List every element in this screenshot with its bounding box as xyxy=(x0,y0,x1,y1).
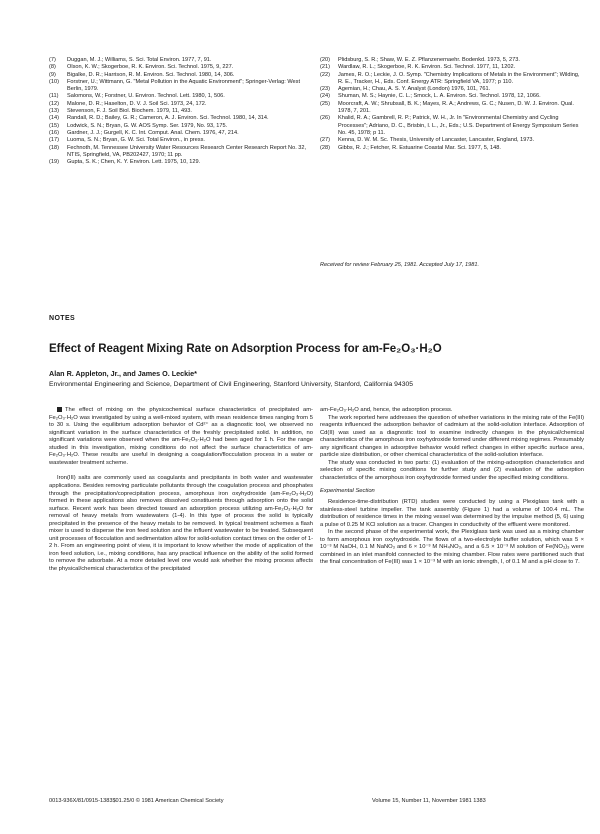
reference-entry xyxy=(320,101,582,116)
paragraph: The study was conducted in two parts: (1) evaluation of the mixing-adsorption characteristics and selection of specific mixing conditions for further study and (2) evaluation of the adsorption characteristics of the amorphous iron oxyhydroxide formed under the specified mixing conditions. xyxy=(320,459,584,481)
reference-entry xyxy=(49,93,311,100)
reference-number: (25) xyxy=(320,100,330,107)
reference-number: (19) xyxy=(49,159,59,166)
reference-number: (24) xyxy=(320,93,330,100)
reference-number: (16) xyxy=(49,129,59,136)
footer-copyright: 0013-936X/81/0915-1383$01.25/0 © 1981 American Chemical Society xyxy=(49,798,224,804)
reference-number: (11) xyxy=(49,93,59,100)
reference-number: (18) xyxy=(49,144,59,151)
reference-text: Stevenson, F. J. Soil Biol. Biochem. 1979, 11, 493. xyxy=(67,108,192,115)
received-note: Received for review February 25, 1981. Accepted July 17, 1981. xyxy=(320,262,479,268)
reference-text: Fechnoth, M. Tennessee University Water Resources Research Center Research Report No. 32, NTIS, Springfield, VA, PB202427, 1970; 11 pp. xyxy=(67,144,307,158)
reference-number: (28) xyxy=(320,144,330,151)
reference-text: Duggan, M. J.; Williams, S. Sci. Total Environ. 1977, 7, 91. xyxy=(67,57,212,63)
reference-entry xyxy=(49,115,311,122)
reference-entry xyxy=(49,101,311,108)
reference-number: (13) xyxy=(49,108,59,115)
reference-number: (9) xyxy=(49,71,56,78)
reference-text: Gardner, J. J.; Gurgell, K. C. Int. Comput. Anal. Chem. 1976, 47, 214. xyxy=(67,129,239,136)
section-label-notes: NOTES xyxy=(49,315,76,322)
paragraph: The work reported here addresses the question of whether variations in the mixing rate of the Fe(III) reagents influenced the adsorption behavior of cadmium at the solid-solution interface. Adsorption of Cd(II) was used as a diagnostic tool to examine indirectly changes in the physical/chemical characteristics of the amorphous iron oxyhydroxide formed under different mixing regimes. Presumably any significant changes in adsorptive behavior would reflect changes in either specific surface area, particle size distribution, or other chemical characteristics of the solid-solution interface. xyxy=(320,414,584,459)
reference-number: (15) xyxy=(49,122,59,129)
body-left-column xyxy=(49,407,313,574)
author-affiliation: Environmental Engineering and Science, Department of Civil Engineering, Stanford University, Stanford, California 94305 xyxy=(49,381,414,388)
reference-text: Luoma, S. N.; Bryan, G. W. Sci. Total Environ., in press. xyxy=(67,137,205,144)
reference-number: (17) xyxy=(49,137,59,144)
paragraph: am-Fe₂O₃·H₂O and, hence, the adsorption process. xyxy=(320,407,453,413)
reference-text: Gibbs, R. J.; Fetcher, R. Estuarine Coastal Mar. Sci. 1977, 5, 148. xyxy=(338,144,501,151)
reference-text: Randall, R. D.; Bailey, G. R.; Cameron, A. J. Environ. Sci. Technol. 1980, 14, 314. xyxy=(67,115,269,122)
reference-text: Wardlaw, R. L.; Skogerboe, R. K. Environ. Sci. Technol. 1977, 11, 1202. xyxy=(338,64,516,71)
abstract xyxy=(49,407,313,467)
reference-number: (14) xyxy=(49,115,59,122)
reference-text: Malone, D. R.; Haselton, D. V. J. Soil Sci. 1973, 24, 172. xyxy=(67,100,207,107)
paragraph: In the second phase of the experimental work, the Plexiglass tank was used as a mixing chamber to form amorphous iron oxyhydroxide. The flows of a two-electrolyte buffer solution, which was 5 × 10⁻³ M NaOH, 0.1 M NaNO₃ and 6 × 10⁻³ M NH₄NO₃, and a 6.5 × 10⁻³ M solution of Fe(NO₃)₃ were combined in an inlet manifold connected to the mixing chamber. Flow rates were partitioned such that the final concentration of Fe(III) was 1 × 10⁻³ M with an ionic strength, I, of 0.1 M and a pH close to 7. xyxy=(320,529,584,566)
reference-text: Forstner, U.; Wittmann, G. "Metal Pollution in the Aquatic Environment"; Springer-Verlag: West Berlin, 1979. xyxy=(67,78,300,93)
reference-entry xyxy=(320,86,582,93)
reference-entry xyxy=(49,145,311,160)
article-authors: Alan R. Appleton, Jr., and James O. Leckie* xyxy=(49,369,197,378)
references-left-column xyxy=(49,57,311,166)
reference-number: (8) xyxy=(49,64,56,71)
body-right-column xyxy=(320,407,584,567)
reference-entry xyxy=(49,108,311,115)
reference-entry xyxy=(49,159,311,166)
reference-text: Olson, K. W.; Skogerboe, R. K. Environ. Sci. Technol. 1975, 9, 227. xyxy=(67,64,234,71)
reference-text: Shuman, M. S.; Haynie, C. L.; Smock, L. A. Environ. Sci. Technol. 1978, 12, 1066. xyxy=(338,93,541,100)
reference-entry xyxy=(49,79,311,94)
reference-number: (10) xyxy=(49,78,59,85)
reference-entry xyxy=(49,64,311,71)
reference-text: Kenna, D. W. M. Sc. Thesis, University of Lancaster, Lancaster, England, 1973. xyxy=(338,137,535,144)
reference-text: James, R. O.; Leckie, J. O. Symp. "Chemistry Implications of Metals in the Environment"; Wilding, R. E., Tracker, H., Eds. Conf. Energy ATR: Springfield VA, 1977; p 110. xyxy=(338,71,580,85)
reference-entry xyxy=(320,64,582,71)
abstract-marker-icon xyxy=(57,407,62,412)
section-heading: Experimental Section xyxy=(320,488,375,495)
reference-entry xyxy=(320,57,582,64)
reference-text: Salomons, W.; Forstner, U. Environ. Technol. Lett. 1980, 1, 506. xyxy=(67,93,225,100)
reference-text: Agemian, H.; Chau, A. S. Y. Analyst (London) 1976, 101, 761. xyxy=(338,86,491,93)
paragraph: Iron(III) salts are commonly used as coagulants and precipitants in both water and wastewater applications. Besides removing particulate pollutants through the coagulation process and phosphates through the precipitation/coprecipitation process, amorphous iron oxyhydroxide (am-Fe₂O₃·H₂O) formed in these applications also removes dissolved constituents through adsorption onto the solid surface. Recent work has been directed toward an adsorption process utilizing am-Fe₂O₃·H₂O for removal of heavy metals from wastewaters (1-4). In this type of process the solid is typically precipitated in the presence of the heavy metals to be removed. In typical treatment schemes a flash mixer is used to disperse the iron feed solution and the influent wastewater to be treated. Subsequent unit processes of flocculation and sedimentation allow for solid-solution contact times on the order of 1-2 h. From an engineering point of view, it is important to know whether the mode of application of the iron feed solution, i.e., mixing conditions, has any practical influence on the ability of the solid formed to remove the adsorbate. At a more detailed level one would ask whether the mixing process affects the physical/chemical characteristics of the precipitated xyxy=(49,475,313,572)
reference-entry xyxy=(49,57,311,64)
reference-text: Bigalke, D. R.; Harrison, R. M. Environ. Sci. Technol. 1980, 14, 306. xyxy=(67,71,235,78)
reference-number: (26) xyxy=(320,115,330,122)
reference-entry xyxy=(320,145,582,152)
reference-number: (27) xyxy=(320,137,330,144)
reference-text: Lodwick, S. N.; Bryan, G. W. AOS Symp. Ser. 1979, No. 93, 175. xyxy=(67,122,228,129)
reference-entry xyxy=(320,93,582,100)
reference-number: (7) xyxy=(49,57,56,63)
reference-entry xyxy=(49,130,311,137)
reference-entry xyxy=(320,115,582,137)
references-right-column xyxy=(320,57,582,152)
reference-text: Gupta, S. K.; Chen, K. Y. Environ. Lett. 1975, 10, 129. xyxy=(67,159,201,166)
reference-number: (21) xyxy=(320,64,330,71)
article-title: Effect of Reagent Mixing Rate on Adsorption Process for am-Fe₂O₃·H₂O xyxy=(49,343,442,355)
paragraph: Residence-time-distribution (RTD) studies were conducted by using a Plexiglass tank with a stainless-steel turbine impeller. The tank assembly (Figure 1) had a volume of 100.4 mL. The distribution of residence times in the mixing vessel was determined by the impulse method (5, 6) using a pulse of 0.25 M KCl solution as a tracer. Changes in conductivity of the effluent were monitored. xyxy=(320,499,584,528)
reference-number: (12) xyxy=(49,100,59,107)
reference-number: (23) xyxy=(320,86,330,93)
reference-number: (20) xyxy=(320,57,330,63)
footer-issue: Volume 15, Number 11, November 1981 1383 xyxy=(372,798,486,804)
reference-text: Moorcraft, A. W.; Shrubsall, B. K.; Mayes, R. A.; Andrews, G. C.; Nusen, D. W. J. Environ. Qual. 1978, 7, 201. xyxy=(338,100,574,115)
reference-text: Plidsburg, S. R.; Shaw, W. E. Z. Pflanzenernaehr. Bodenkd. 1973, 5, 273. xyxy=(338,57,520,63)
reference-number: (22) xyxy=(320,71,330,78)
reference-entry xyxy=(320,72,582,87)
reference-entry xyxy=(49,72,311,79)
reference-entry xyxy=(49,137,311,144)
reference-entry xyxy=(320,137,582,144)
reference-entry xyxy=(49,123,311,130)
reference-text: Khalid, R. A.; Gambrell, R. P.; Patrick, W. H., Jr. In "Environmental Chemistry and Cycling Processes"; Adriano, D. C., Brisbin, I. L., Jr., Eds.; U.S. Department of Energy Symposium Series No. 45, 1978; p 11. xyxy=(338,115,579,136)
abstract-text: The effect of mixing on the physicochemical surface characteristics of precipitated am-Fe₂O₃·H₂O was investigated by using a well-mixed system, with mean residence times ranging from 5 to 30 s. Using the equilibrium adsorption behavior of Cd²⁺ as a diagnostic tool, we observed no significant variation in the surface characteristics of the freshly precipitated solid. In addition, no significant variations were observed when the am-Fe₂O₃·H₂O had been aged for 1 h. For the range studied in this investigation, mixing conditions do not affect the surface characteristics of am-Fe₂O₃·H₂O. These results are useful in designing a coagulation/flocculation process in a water or wastewater treatment scheme. xyxy=(49,407,313,466)
